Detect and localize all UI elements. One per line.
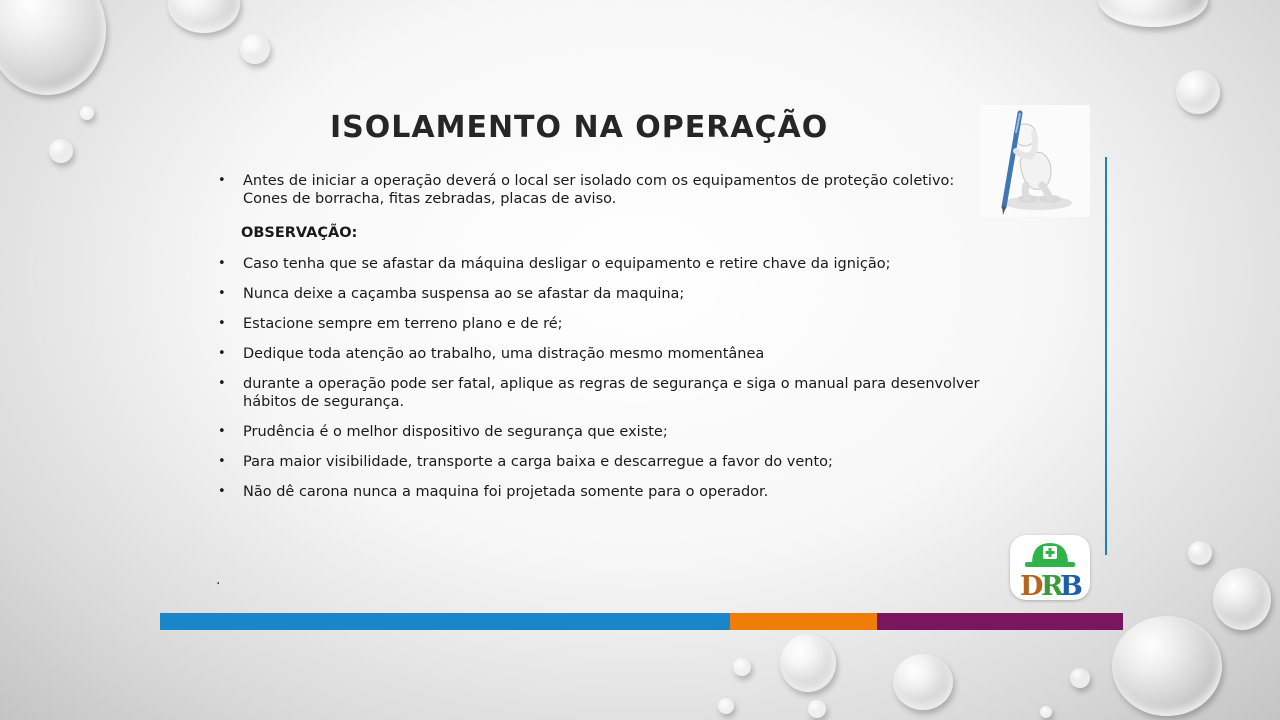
bullet-item — [218, 483, 988, 501]
observation-heading: OBSERVAÇÃO: — [241, 225, 358, 241]
bullet-item — [218, 345, 988, 363]
bullet-icon: • — [218, 424, 226, 439]
bullet-item — [218, 315, 988, 333]
bullet-item — [218, 285, 988, 303]
water-drop — [240, 34, 270, 64]
water-drop — [1098, 0, 1208, 27]
water-drop — [168, 0, 240, 33]
water-drop — [49, 139, 73, 163]
logo-letter-r: R — [1041, 571, 1064, 600]
bullet-item — [218, 375, 988, 411]
figure-with-pencil-icon — [980, 105, 1090, 217]
water-drop — [0, 0, 106, 95]
logo-letter-b: B — [1060, 571, 1083, 600]
water-drop — [808, 700, 826, 718]
water-drop — [733, 658, 751, 676]
bullet-icon: • — [218, 376, 226, 391]
slide-content — [218, 172, 988, 513]
bullet-item — [218, 423, 988, 441]
drb-logo-icon — [1010, 535, 1090, 600]
water-drop — [780, 634, 836, 692]
bullet-icon: • — [218, 256, 226, 271]
bullet-item — [218, 255, 988, 273]
bullet-icon: • — [218, 286, 226, 301]
bullet-icon: • — [218, 484, 226, 499]
water-drop — [718, 698, 734, 714]
bullet-text: Nunca deixe a caçamba suspensa ao se afastar da maquina; — [243, 286, 685, 302]
logo-letter-d: D — [1020, 571, 1044, 600]
water-drop — [1188, 541, 1212, 565]
bullet-text: durante a operação pode ser fatal, aplique as regras de segurança e siga o manual para desenvolver hábitos de segurança. — [243, 376, 980, 410]
water-drop — [80, 106, 94, 120]
footer-bar-orange — [730, 613, 877, 630]
bullet-text: Para maior visibilidade, transporte a carga baixa e descarregue a favor do vento; — [243, 454, 833, 470]
footer-bar-purple — [877, 613, 1123, 630]
water-drop — [1040, 706, 1052, 718]
accent-vertical-line — [1105, 157, 1107, 555]
trailing-mark: . — [216, 572, 221, 588]
water-drop — [893, 654, 953, 710]
water-drop — [1112, 616, 1222, 716]
bullet-icon: • — [218, 316, 226, 331]
figure-with-pencil-illustration — [980, 105, 1090, 217]
bullet-item — [218, 172, 988, 208]
bullet-text: Prudência é o melhor dispositivo de segurança que existe; — [243, 424, 668, 440]
bullet-icon: • — [218, 346, 226, 361]
bullet-text: Caso tenha que se afastar da máquina desligar o equipamento e retire chave da ignição; — [243, 256, 891, 272]
drb-logo — [1010, 535, 1090, 600]
slide-title: ISOLAMENTO NA OPERAÇÃO — [330, 110, 829, 145]
bullet-text: Dedique toda atenção ao trabalho, uma distração mesmo momentânea — [243, 346, 765, 362]
bullet-icon: • — [218, 173, 226, 188]
footer-bar-blue — [160, 613, 730, 630]
water-drop — [1176, 70, 1220, 114]
bullet-text: Antes de iniciar a operação deverá o local ser isolado com os equipamentos de proteção coletivo: Cones de borracha, fitas zebradas, placas de aviso. — [243, 173, 955, 207]
water-drop — [1070, 668, 1090, 688]
water-drop — [1213, 568, 1271, 630]
bullet-text: Estacione sempre em terreno plano e de ré; — [243, 316, 563, 332]
bullet-text: Não dê carona nunca a maquina foi projetada somente para o operador. — [243, 484, 769, 500]
bullet-item — [218, 453, 988, 471]
bullet-icon: • — [218, 454, 226, 469]
